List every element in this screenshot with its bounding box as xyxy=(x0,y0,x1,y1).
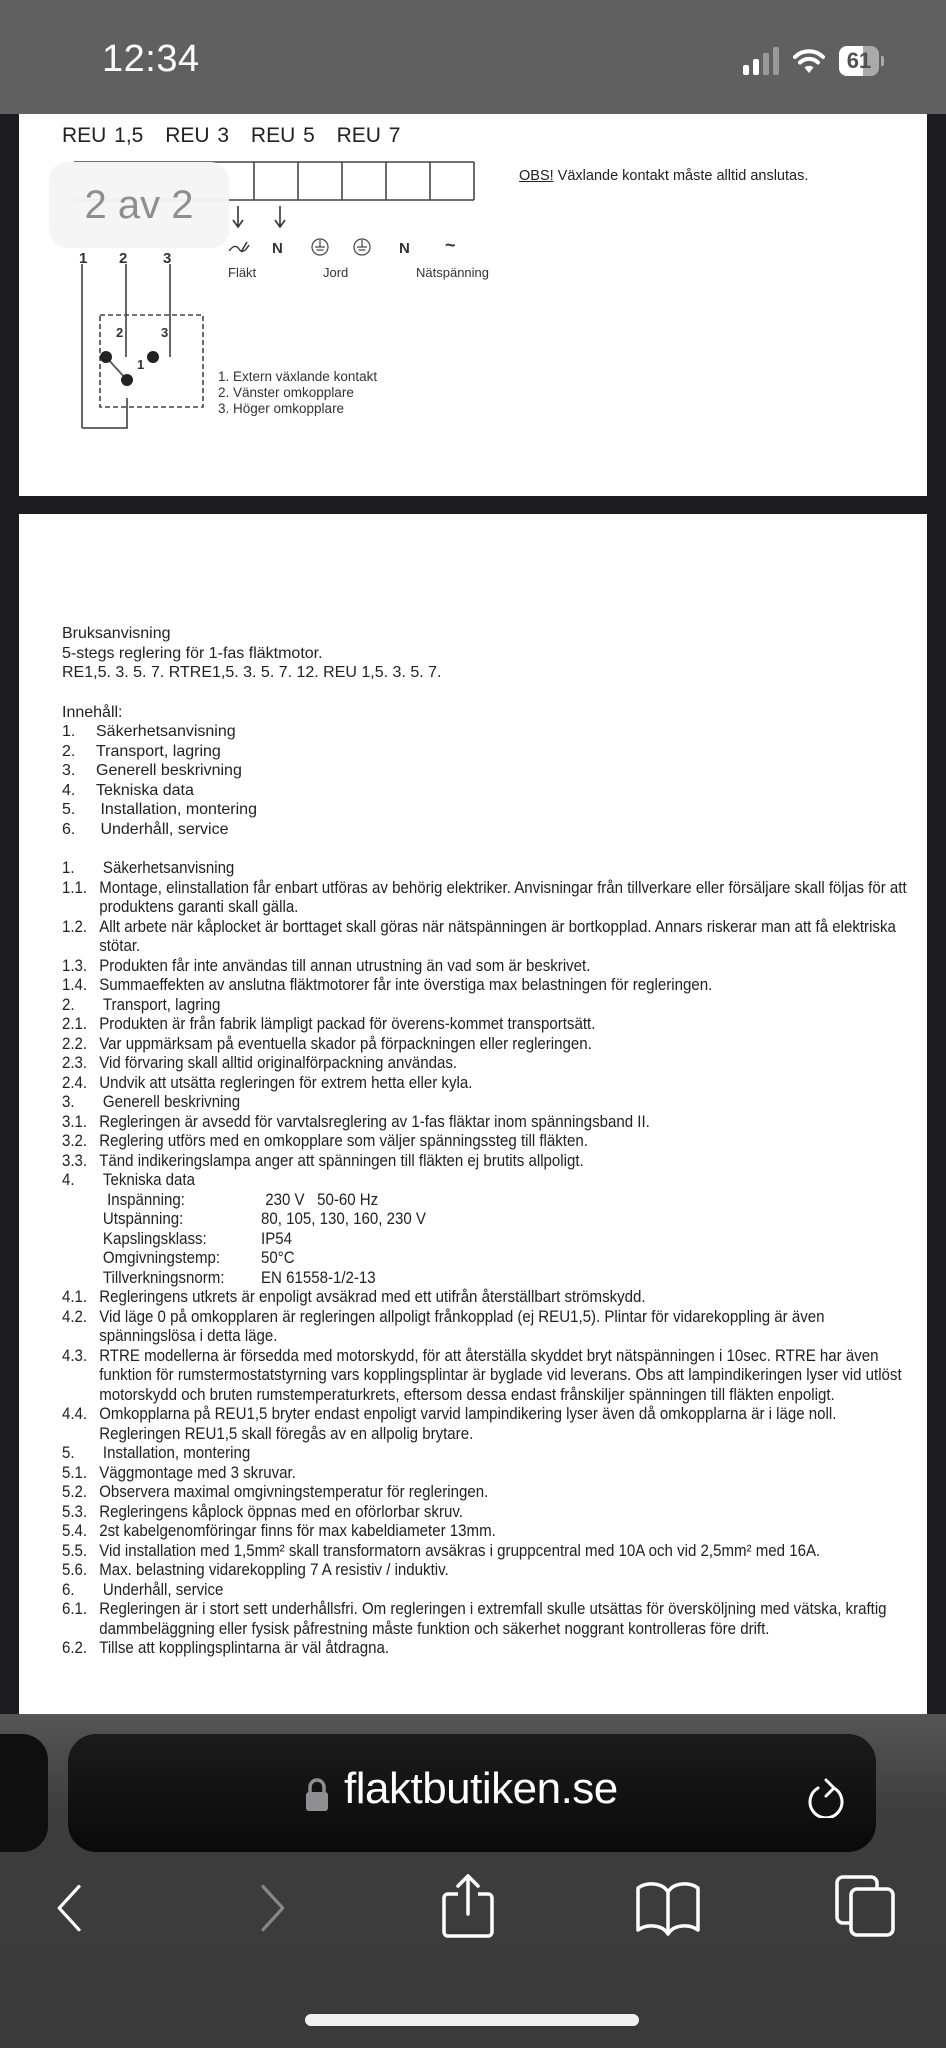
model-label: REU 1,5 xyxy=(62,124,144,147)
section-text: Var uppmärksam på eventuella skador på förpackningen eller regleringen. xyxy=(99,1034,592,1053)
toc-text: Säkerhetsanvisning xyxy=(96,723,236,740)
section-text: Reglering utförs med en omkopplare som väljer spänningssteg till fläkten. xyxy=(99,1132,588,1150)
earth-icon xyxy=(312,239,328,255)
legend-item: 3. Höger omkopplare xyxy=(218,401,345,416)
doc-title: Bruksanvisning xyxy=(62,625,171,642)
section-text: Tänd indikeringslampa anger att spänningen till fläkten ej brutits allpoligt. xyxy=(99,1151,584,1170)
model-label: REU 7 xyxy=(336,124,401,147)
toc-item xyxy=(62,820,912,840)
section-number: 1.3. xyxy=(62,956,88,975)
toc-number: 3. xyxy=(62,762,76,779)
section-number: 4.3. xyxy=(62,1346,88,1365)
section-item xyxy=(62,1503,913,1523)
section-heading xyxy=(62,1444,913,1464)
section-heading xyxy=(62,1093,913,1113)
terminal-label-jord: Jord xyxy=(323,265,349,280)
section-number: 4.4. xyxy=(62,1405,88,1423)
lock-icon xyxy=(304,1778,330,1812)
signal-icon xyxy=(743,47,779,75)
status-bar xyxy=(0,0,946,114)
doc-models: RE1,5. 3. 5. 7. RTRE1,5. 3. 5. 7. 12. REU 1,5. 3. 5. 7. xyxy=(62,664,442,681)
earth-icon xyxy=(354,239,370,255)
toc-item xyxy=(62,761,912,781)
section-number: 4.2. xyxy=(62,1307,88,1326)
section-item xyxy=(62,1405,913,1444)
tabs-icon[interactable] xyxy=(834,1874,898,1938)
section-number: 1.2. xyxy=(62,917,88,936)
battery-icon xyxy=(839,46,879,76)
section-text: Observera maximal omgivningstemperatur för regleringen. xyxy=(99,1483,489,1501)
terminal-label-flakt: Fläkt xyxy=(228,265,257,280)
section-text: Allt arbete när kåplocket är borttaget skall göras när nätspänningen är bortkopplad. Annars riskerar man att få elektriska stötar. xyxy=(99,917,896,955)
diagram-legend xyxy=(218,369,377,417)
wires xyxy=(82,264,170,428)
contact-number: 3 xyxy=(163,250,172,267)
section-item xyxy=(62,1015,913,1035)
toc-heading: Innehåll: xyxy=(62,703,123,721)
battery-tip xyxy=(881,56,884,66)
tech-data-key: Kapslingsklass: xyxy=(102,1229,207,1248)
section-item xyxy=(62,1464,913,1484)
section-text: Montage, elinstallation får enbart utföras av behörig elektriker. Anvisningar från tillverkare eller försäljare skall följas för att produktens garanti skall gälla. xyxy=(99,878,907,916)
obs-label: OBS! xyxy=(519,168,554,184)
section-text: Produkten är från fabrik lämpligt packad för överens-kommet transportsätt. xyxy=(99,1015,596,1033)
neutral-symbol: N xyxy=(399,240,410,257)
section-heading xyxy=(62,1171,913,1191)
legend-item: 1. Extern växlande kontakt xyxy=(218,369,378,384)
section-text: Generell beskrivning xyxy=(102,1093,241,1111)
section-item xyxy=(62,1483,913,1503)
section-text: Installation, montering xyxy=(102,1444,251,1462)
section-number: 6.2. xyxy=(62,1639,88,1657)
toc-item xyxy=(62,722,912,742)
section-number: 3.3. xyxy=(62,1151,88,1170)
model-label: REU 3 xyxy=(165,124,230,147)
tech-data-row xyxy=(62,1269,913,1289)
toc-text: Tekniska data xyxy=(96,781,194,799)
section-number: 3.1. xyxy=(62,1112,88,1131)
tech-data-row xyxy=(62,1210,913,1230)
section-number: 5. xyxy=(62,1444,75,1462)
terminal-label-natspanning: Nätspänning xyxy=(416,265,489,280)
doc-subtitle: 5-stegs reglering för 1-fas fläktmotor. xyxy=(62,644,323,662)
tech-data-row xyxy=(62,1191,913,1211)
table-of-contents xyxy=(62,722,912,839)
section-item xyxy=(62,1347,913,1406)
section-item xyxy=(62,1152,913,1172)
box-number: 2 xyxy=(116,325,124,340)
section-number: 6.1. xyxy=(62,1600,88,1618)
section-item xyxy=(62,879,913,918)
section-number: 5.5. xyxy=(62,1541,88,1560)
toc-number: 1. xyxy=(62,723,76,740)
section-text: Omkopplarna på REU1,5 bryter endast enpoligt varvid lampindikering lyser även då omkopplarna är i läge noll. Regleringen REU1,5 skall föregås av en allpolig brytare. xyxy=(99,1405,837,1443)
section-text: Max. belastning vidarekoppling 7 A resistiv / induktiv. xyxy=(99,1561,449,1579)
bookmarks-icon[interactable] xyxy=(634,1880,702,1936)
section-text: Vid läge 0 på omkopplaren är regleringen allpoligt frånkopplad (ej REU1,5). Plintar för vidarekoppling är även spänningslösa i detta läge. xyxy=(99,1307,825,1345)
toc-text: Installation, montering xyxy=(96,801,257,818)
tech-data-value: 230 V 50-60 Hz xyxy=(261,1190,379,1209)
obs-note xyxy=(519,168,808,184)
section-item xyxy=(62,1600,913,1639)
section-item xyxy=(62,1074,913,1094)
page-indicator: 2 av 2 xyxy=(49,162,229,248)
contact-dot xyxy=(147,351,159,363)
address-bar[interactable] xyxy=(68,1734,876,1852)
ac-symbol: ~ xyxy=(445,235,456,255)
section-text: RTRE modellerna är försedda med motorskydd, för att återställa skyddet bryt nätspänningen i 10sec. RTRE har även funktion för rumstermostatstyrning vars kopplingsplintar är byglade vid leverans. Obs att lampindikeringen lyser vid utlöst motorskydd och bruten rumstemperaturkrets, eftersom dessa endast frånskiljer spänningen till fläkten enpoligt. xyxy=(99,1346,902,1404)
tech-data-key: Utspänning: xyxy=(102,1210,184,1228)
status-time: 12:34 xyxy=(102,38,200,80)
tech-data-row xyxy=(62,1230,913,1250)
section-text: Väggmontage med 3 skruvar. xyxy=(99,1463,296,1482)
toc-text: Transport, lagring xyxy=(96,742,221,760)
section-number: 5.6. xyxy=(62,1561,88,1579)
section-number: 4.1. xyxy=(62,1288,88,1306)
section-item xyxy=(62,1054,913,1074)
toc-text: Generell beskrivning xyxy=(96,762,242,779)
section-number: 1.4. xyxy=(62,976,88,994)
home-indicator[interactable] xyxy=(305,2014,639,2026)
tech-data-value: 80, 105, 130, 160, 230 V xyxy=(261,1210,426,1228)
section-item xyxy=(62,1113,913,1133)
section-text: Produkten får inte användas till annan utrustning än vad som är beskrivet. xyxy=(99,956,591,975)
section-item xyxy=(62,1639,913,1659)
section-heading xyxy=(62,859,913,879)
section-text: Tekniska data xyxy=(102,1171,195,1189)
toc-number: 2. xyxy=(62,742,76,760)
section-item xyxy=(62,1288,913,1308)
section-number: 5.2. xyxy=(62,1483,88,1501)
section-number: 5.3. xyxy=(62,1502,88,1521)
section-item xyxy=(62,918,913,957)
section-number: 4. xyxy=(62,1171,75,1189)
tech-data-value: EN 61558-1/2-13 xyxy=(261,1268,376,1287)
section-text: Regleringen är avsedd för varvtalsreglering av 1-fas fläktar inom spänningsband II. xyxy=(99,1112,650,1131)
section-number: 2.2. xyxy=(62,1034,88,1053)
tech-data-row xyxy=(62,1249,913,1269)
arrow-icon xyxy=(233,206,285,227)
obs-text: Växlande kontakt måste alltid anslutas. xyxy=(553,168,809,184)
document-body xyxy=(62,624,912,1659)
section-item xyxy=(62,1035,913,1055)
wifi-icon xyxy=(793,48,825,74)
section-number: 5.1. xyxy=(62,1463,88,1482)
forward-icon[interactable] xyxy=(254,1882,290,1936)
toc-item xyxy=(62,742,912,762)
section-list xyxy=(62,859,913,1659)
tech-data-key: Inspänning: xyxy=(102,1190,185,1209)
section-text: 2st kabelgenomföringar finns för max kabeldiameter 13mm. xyxy=(99,1522,496,1540)
section-number: 1. xyxy=(62,859,75,877)
section-text: Regleringens kåplock öppnas med en oförlorbar skruv. xyxy=(99,1502,463,1521)
section-text: Vid förvaring skall alltid originalförpackning användas. xyxy=(99,1054,458,1072)
pdf-viewer[interactable] xyxy=(0,114,946,1714)
section-text: Summaeffekten av anslutna fläktmotorer får inte överstiga max belastningen för regleringen. xyxy=(99,976,713,994)
section-number: 3.2. xyxy=(62,1132,88,1150)
neutral-symbol: N xyxy=(272,240,283,257)
section-text: Regleringen är i stort sett underhållsfri. Om regleringen i extremfall skulle utsättas för översköljning med vätska, kraftig dammbeläggning eller fysisk påfrestning måste funktion och säkerhet noggrant kontrolleras före drift. xyxy=(99,1600,887,1638)
section-item xyxy=(62,1542,913,1562)
section-text: Undvik att utsätta regleringen för extrem hetta eller kyla. xyxy=(99,1073,473,1092)
model-label: REU 5 xyxy=(250,124,315,147)
share-icon[interactable] xyxy=(440,1872,496,1940)
toc-number: 4. xyxy=(62,781,76,799)
section-item xyxy=(62,1561,913,1581)
tech-data-value: IP54 xyxy=(261,1229,293,1248)
fan-symbol-icon xyxy=(229,242,249,252)
toc-item xyxy=(62,800,912,820)
back-icon[interactable] xyxy=(52,1882,88,1936)
section-number: 3. xyxy=(62,1093,75,1111)
section-item xyxy=(62,976,913,996)
contact-number: 2 xyxy=(119,250,128,267)
section-number: 2.3. xyxy=(62,1054,88,1072)
section-number: 2.4. xyxy=(62,1073,88,1092)
section-number: 5.4. xyxy=(62,1522,88,1540)
toc-number: 5. xyxy=(62,801,76,818)
section-item xyxy=(62,1132,913,1152)
section-number: 6. xyxy=(62,1580,75,1599)
section-text: Regleringens utkrets är enpoligt avsäkrad med ett utifrån återställbart strömskydd. xyxy=(99,1288,646,1306)
battery-percent: 61 xyxy=(846,48,872,73)
contact-dot xyxy=(121,374,133,386)
previous-tab-peek[interactable] xyxy=(0,1734,48,1852)
section-text: Underhåll, service xyxy=(102,1580,224,1599)
section-text: Tillse att kopplingsplintarna är väl åtdragna. xyxy=(99,1639,390,1657)
section-item xyxy=(62,1308,913,1347)
url-text[interactable]: flaktbutiken.se xyxy=(344,1764,618,1813)
contact-number: 1 xyxy=(79,250,88,267)
box-number: 1 xyxy=(137,357,145,372)
section-heading xyxy=(62,1581,913,1601)
pdf-page-2 xyxy=(19,514,927,1914)
section-text: Vid installation med 1,5mm² skall transformatorn avsäkras i gruppcentral med 10A och vid 2,5mm² med 16A. xyxy=(99,1541,821,1560)
toc-number: 6. xyxy=(62,820,76,838)
section-text: Transport, lagring xyxy=(102,995,221,1014)
legend-item: 2. Vänster omkopplare xyxy=(218,385,354,400)
browser-bottom-bar xyxy=(0,1714,946,2048)
tech-data-key: Tillverkningsnorm: xyxy=(102,1268,225,1287)
status-icons xyxy=(743,46,884,76)
reload-icon[interactable] xyxy=(804,1766,848,1818)
section-heading xyxy=(62,996,913,1016)
section-number: 2. xyxy=(62,995,75,1014)
toc-text: Underhåll, service xyxy=(96,820,229,838)
box-number: 3 xyxy=(161,325,169,340)
browser-toolbar xyxy=(0,1864,946,1964)
section-item xyxy=(62,957,913,977)
section-text: Säkerhetsanvisning xyxy=(102,859,235,877)
section-number: 1.1. xyxy=(62,878,88,897)
section-number: 2.1. xyxy=(62,1015,88,1033)
toc-item xyxy=(62,781,912,801)
tech-data-key: Omgivningstemp: xyxy=(102,1249,221,1267)
tech-data-value: 50°C xyxy=(261,1249,295,1267)
section-item xyxy=(62,1522,913,1542)
